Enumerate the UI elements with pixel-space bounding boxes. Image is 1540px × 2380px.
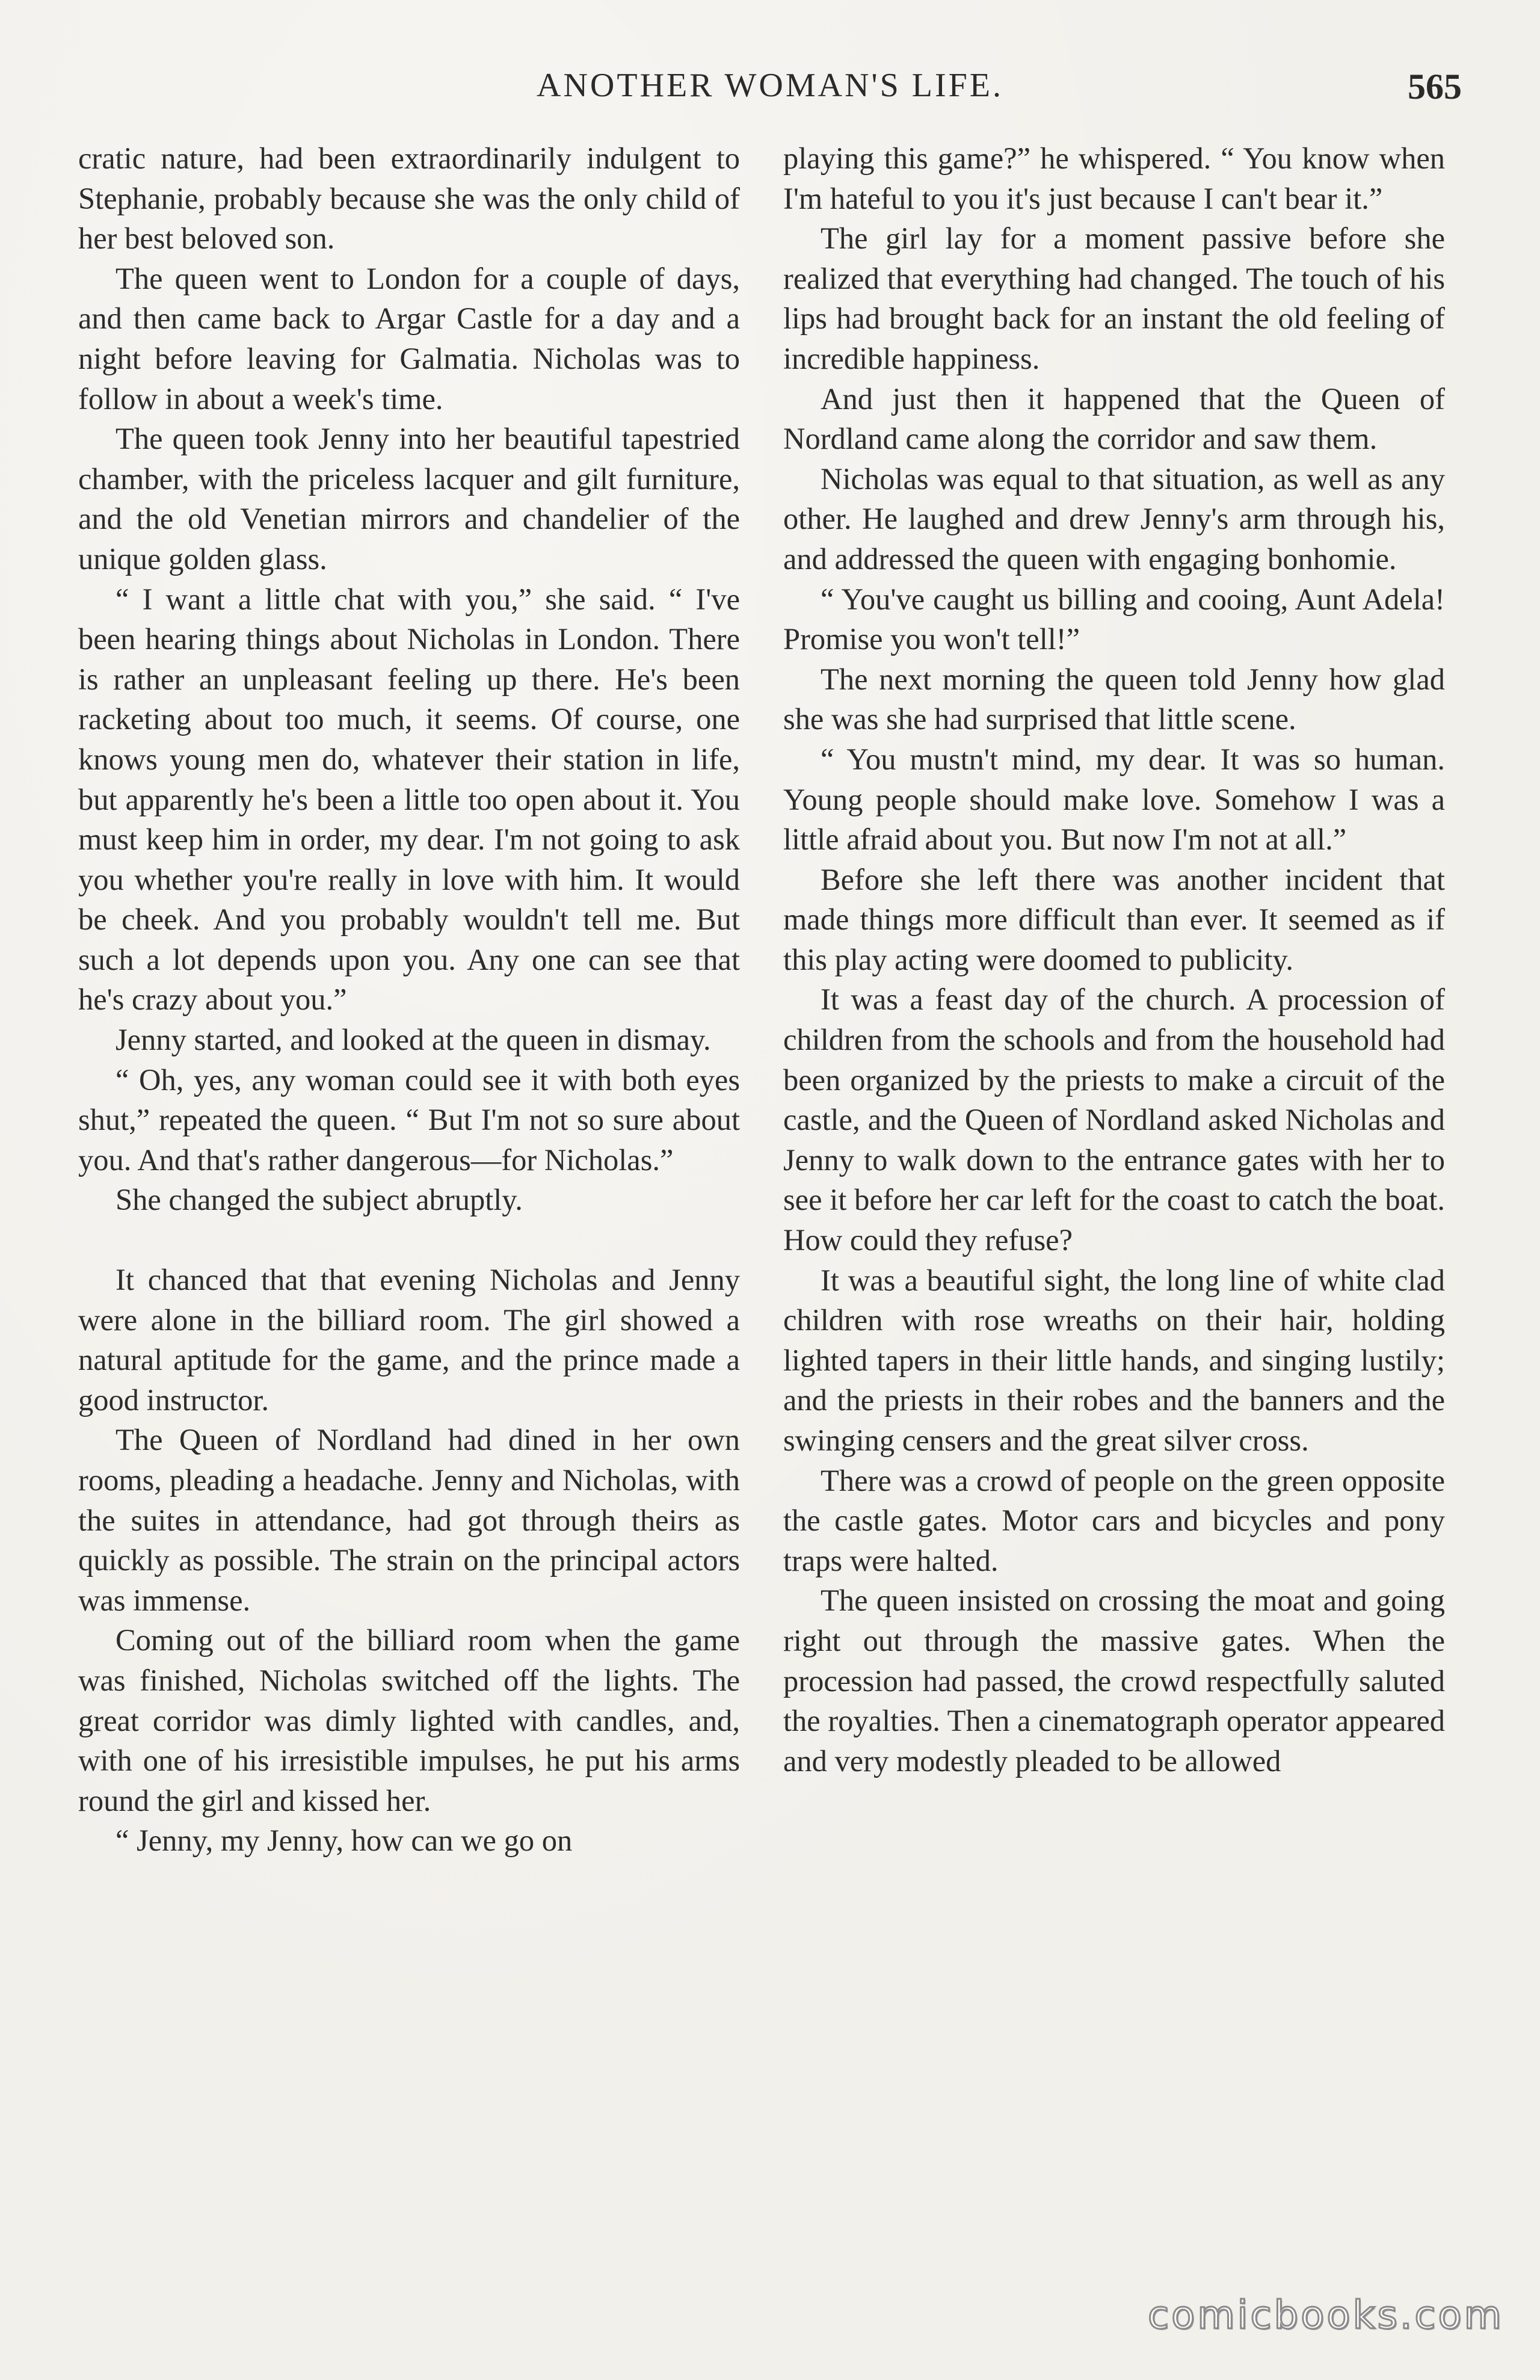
paragraph: “ Oh, yes, any woman could see it with both eyes shut,” repeated the queen. “ But I'm not so sure about you. And that's rather dangerous—for Nicholas.” [78,1062,740,1177]
paragraph: cratic nature, had been extraordinarily indulgent to Stephanie, probably because she was the only child of her best beloved son. [78,141,740,256]
left-column [78,138,740,2268]
paragraph: “ Jenny, my Jenny, how can we go on [116,1824,573,1858]
paragraph: It was a feast day of the church. A procession of children from the schools and from the household had been organized by the priests to make a circuit of the castle, and the Queen of Nordland asked Nicholas and Jenny to walk down to the entrance gates with her to see it before her car left for the coast to catch the boat. How could they refuse? [783,982,1445,1257]
paragraph: “ You mustn't mind, my dear. It was so human. Young people should make love. Somehow I was a little afraid about you. But now I'm not at all.” [783,742,1445,857]
paragraph: The next morning the queen told Jenny how glad she was she had surprised that little scene. [783,662,1445,736]
site-watermark: comicbooks.com [1147,2293,1504,2338]
paragraph: “ You've caught us billing and cooing, Aunt Adela! Promise you won't tell!” [783,582,1445,656]
paragraph: She changed the subject abruptly. [116,1183,523,1217]
paragraph: It chanced that that evening Nicholas and Jenny were alone in the billiard room. The girl showed a natural aptitude for the game, and the prince made a good instructor. [78,1263,740,1417]
paragraph: Before she left there was another incident that made things more difficult than ever. It seemed as if this play acting were doomed to publicity. [783,862,1445,976]
page-number: 565 [1408,67,1462,106]
paragraph: The queen went to London for a couple of days, and then came back to Argar Castle for a day and a night before leaving for Galmatia. Nicholas was to follow in about a week's time. [78,261,740,416]
paragraph: Coming out of the billiard room when the game was finished, Nicholas switched off the lights. The great corridor was dimly lighted with candles, and, with one of his irresistible impulses, he put his arms round the girl and kissed her. [78,1623,740,1817]
running-title: ANOTHER WOMAN'S LIFE. [537,67,1003,104]
paragraph: Nicholas was equal to that situation, as well as any other. He laughed and drew Jenny's arm through his, and addressed the queen with engaging bonhomie. [783,461,1445,576]
paragraph: There was a crowd of people on the green opposite the castle gates. Motor cars and bicycles and pony traps were halted. [783,1463,1445,1577]
paragraph: It was a beautiful sight, the long line of white clad children with rose wreaths on their hair, holding lighted tapers in their little hands, and singing lustily; and the priests in their robes and the banners and the swinging censers and the great silver cross. [783,1263,1445,1457]
page-header [78,66,1462,120]
paragraph: The queen insisted on crossing the moat and going right out through the massive gates. When the procession had passed, the crowd respectfully saluted the royalties. Then a cinematograph operator appeared and very modestly pleaded to be allowed [783,1583,1445,1778]
paragraph: And just then it happened that the Queen of Nordland came along the corridor and saw them. [783,381,1445,456]
paragraph: The girl lay for a moment passive before she realized that everything had changed. The touch of his lips had brought back for an instant the old feeling of incredible happiness. [783,221,1445,375]
paragraph: The Queen of Nordland had dined in her own rooms, pleading a headache. Jenny and Nicholas, with the suites in attendance, had got through theirs as quickly as possible. The strain on the principal actors was immense. [78,1423,740,1617]
right-column [783,138,1445,2268]
paragraph: The queen took Jenny into her beautiful tapestried chamber, with the priceless lacquer and gilt furniture, and the old Venetian mirrors and chandelier of the unique golden glass. [78,422,740,576]
paragraph: playing this game?” he whispered. “ You know when I'm hateful to you it's just because I can't bear it.” [783,141,1445,215]
paragraph: “ I want a little chat with you,” she said. “ I've been hearing things about Nicholas in London. There is rather an unpleasant feeling up there. He's been racketing about too much, it seems. Of course, one knows young men do, whatever their station in life, but apparently he's been a little too open about it. You must keep him in order, my dear. I'm not going to ask you whether you're really in love with him. It would be cheek. And you probably wouldn't tell me. But such a lot depends upon you. Any one can see that he's crazy about you.” [78,582,740,1017]
paragraph: Jenny started, and looked at the queen in dismay. [116,1023,711,1057]
